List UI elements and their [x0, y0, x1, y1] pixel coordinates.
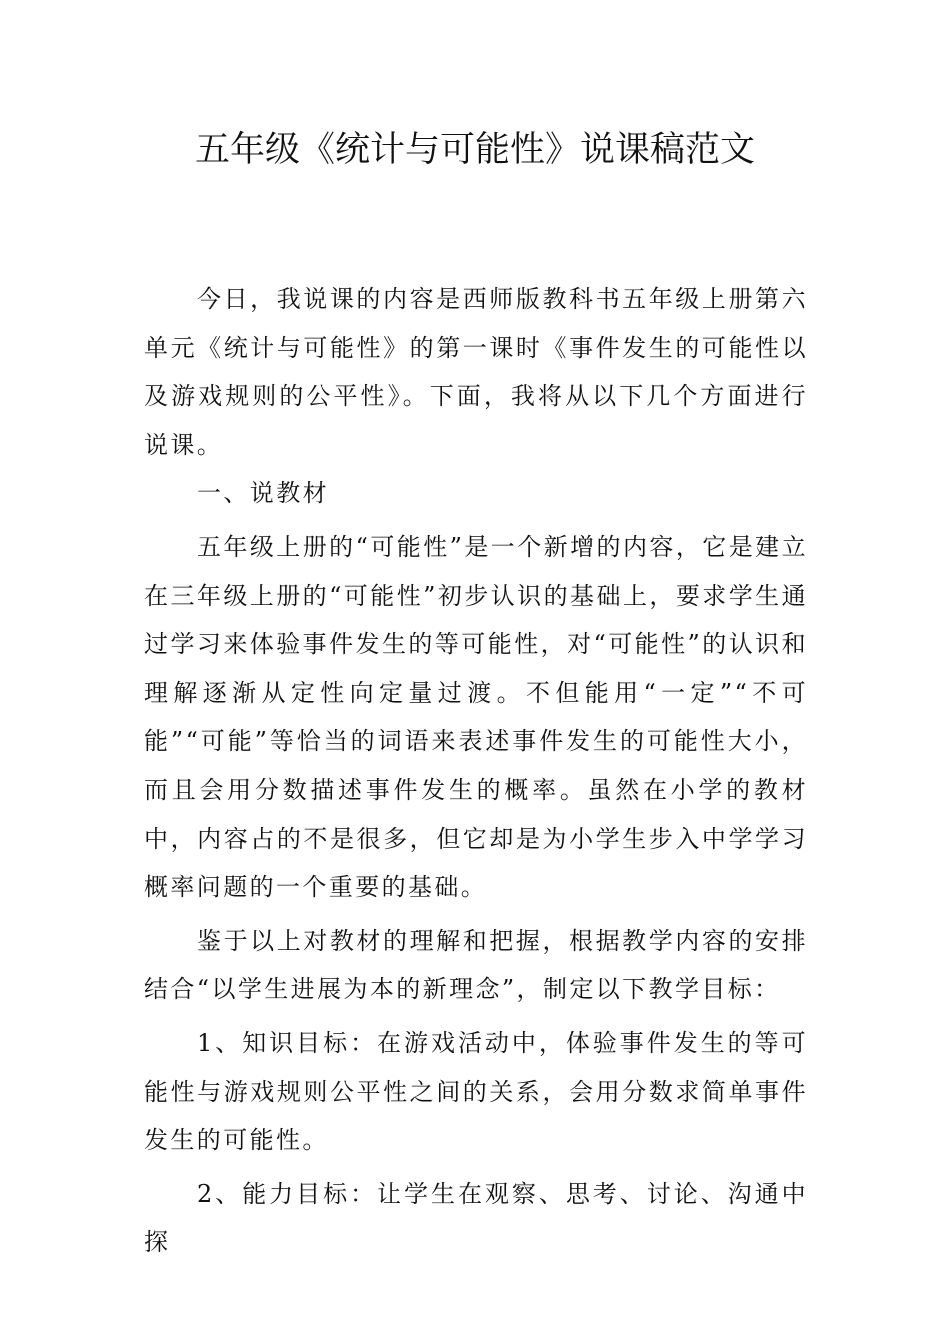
paragraph-teaching-goals-intro: 鉴于以上对教材的理解和把握，根据教学内容的安排结合“以学生进展为本的新理念”，制定以下教学目标：: [144, 926, 808, 1004]
document-title: 五年级《统计与可能性》说课稿范文: [194, 130, 755, 170]
document-body: [144, 275, 808, 1267]
paragraph-ability-goal: 2、能力目标：让学生在观察、思考、讨论、沟通中探: [144, 1179, 808, 1257]
paragraph-knowledge-goal: 1、知识目标：在游戏活动中，体验事件发生的等可能性与游戏规则公平性之间的关系，会用分数求简单事件发生的可能性。: [144, 1028, 808, 1155]
paragraph-textbook-analysis: 五年级上册的“可能性”是一个新增的内容，它是建立在三年级上册的“可能性”初步认识的基础上，要求学生通过学习来体验事件发生的等可能性，对“可能性”的认识和理解逐渐从定性向定量过渡。不但能用“一定”“不可能”“可能”等恰当的词语来表述事件发生的可能性大小，而且会用分数描述事件发生的概率。虽然在小学的教材中，内容占的不是很多，但它却是为小学生步入中学学习概率问题的一个重要的基础。: [144, 532, 808, 902]
paragraph-intro: 今日，我说课的内容是西师版教科书五年级上册第六单元《统计与可能性》的第一课时《事件发生的可能性以及游戏规则的公平性》。下面，我将从以下几个方面进行说课。: [144, 285, 808, 459]
section-heading-textbook: 一、说教材: [197, 479, 329, 508]
